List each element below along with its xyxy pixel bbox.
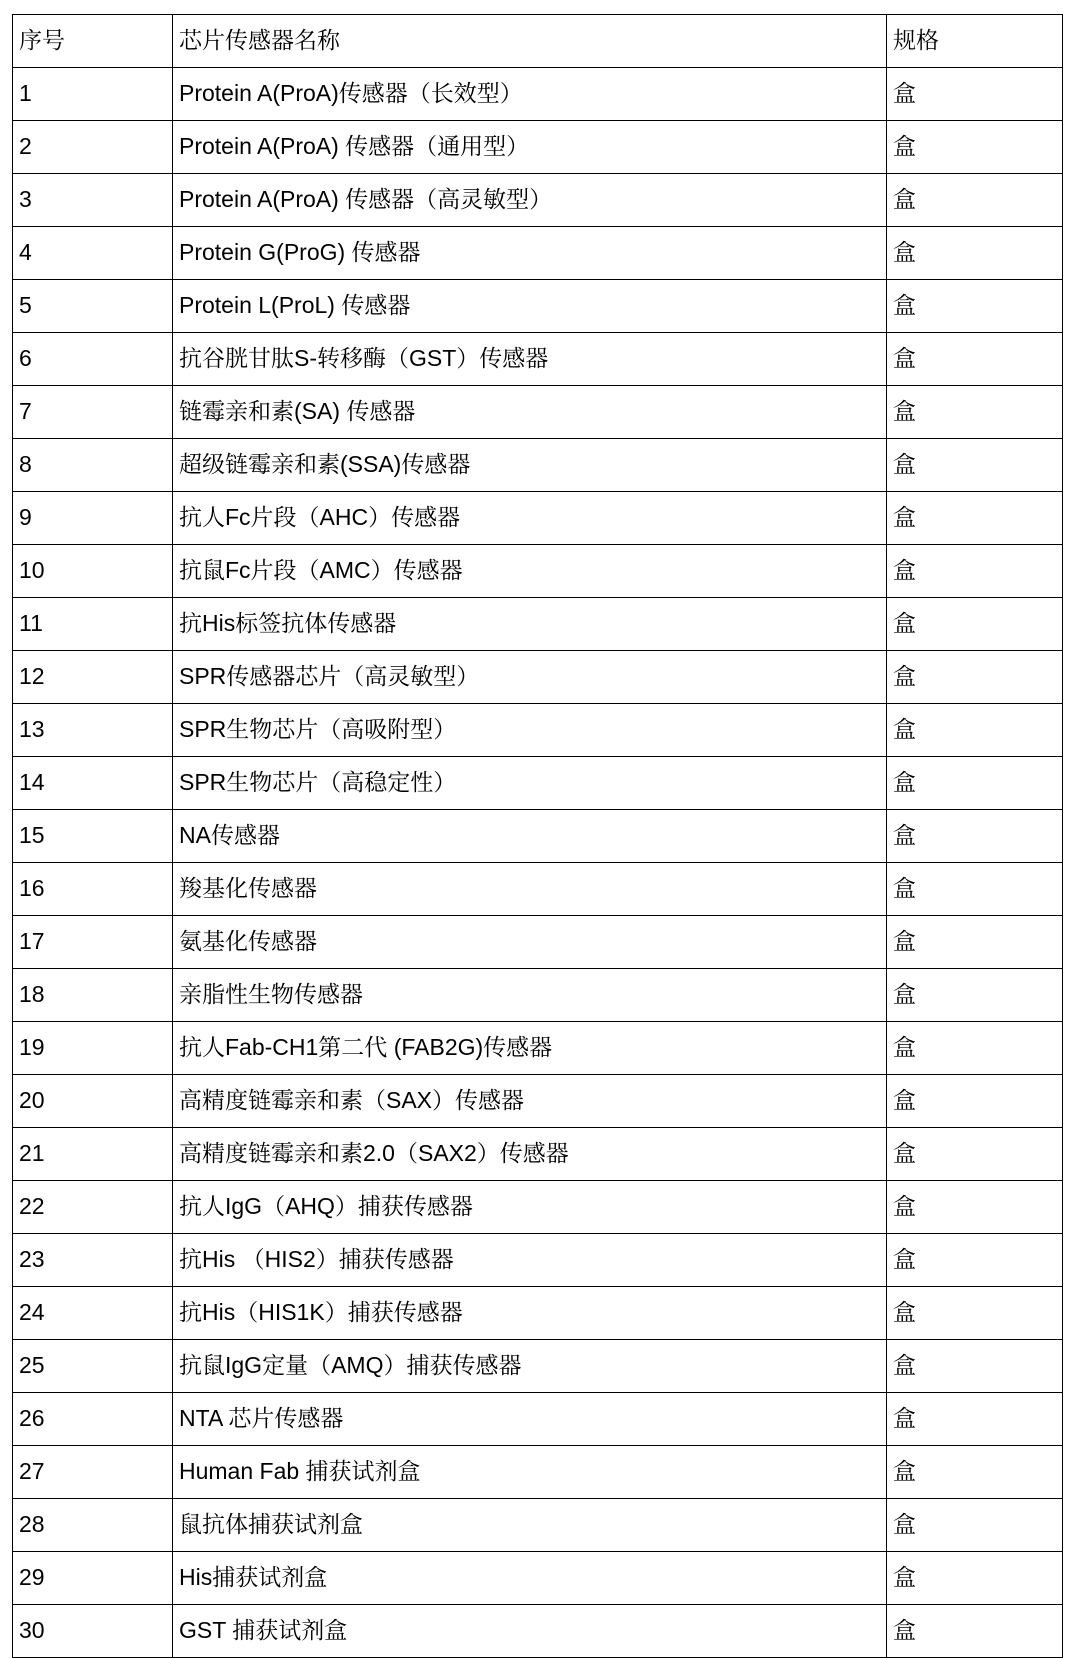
table-row: [13, 969, 1063, 1022]
sensor-list-table: [12, 14, 1063, 1658]
header-index: 序号: [13, 15, 173, 68]
cell-index: 28: [13, 1499, 173, 1552]
header-spec: 规格: [887, 15, 1063, 68]
cell-spec: 盒: [887, 704, 1063, 757]
table-row: [13, 863, 1063, 916]
table-row: [13, 492, 1063, 545]
cell-spec: 盒: [887, 280, 1063, 333]
table-body: [13, 15, 1063, 1658]
cell-spec: 盒: [887, 1499, 1063, 1552]
cell-spec: 盒: [887, 174, 1063, 227]
cell-index: 11: [13, 598, 173, 651]
cell-sensor-name: 抗人IgG（AHQ）捕获传感器: [173, 1181, 887, 1234]
cell-index: 22: [13, 1181, 173, 1234]
table-row: [13, 1234, 1063, 1287]
table-row: [13, 598, 1063, 651]
cell-spec: 盒: [887, 1605, 1063, 1658]
table-row: [13, 810, 1063, 863]
cell-sensor-name: His捕获试剂盒: [173, 1552, 887, 1605]
cell-sensor-name: SPR生物芯片（高稳定性）: [173, 757, 887, 810]
cell-sensor-name: 羧基化传感器: [173, 863, 887, 916]
cell-sensor-name: 氨基化传感器: [173, 916, 887, 969]
cell-sensor-name: 高精度链霉亲和素（SAX）传感器: [173, 1075, 887, 1128]
cell-sensor-name: 鼠抗体捕获试剂盒: [173, 1499, 887, 1552]
cell-spec: 盒: [887, 1181, 1063, 1234]
table-row: [13, 1393, 1063, 1446]
cell-spec: 盒: [887, 545, 1063, 598]
cell-spec: 盒: [887, 651, 1063, 704]
cell-spec: 盒: [887, 1446, 1063, 1499]
cell-sensor-name: Protein L(ProL) 传感器: [173, 280, 887, 333]
cell-spec: 盒: [887, 863, 1063, 916]
table-row: [13, 280, 1063, 333]
cell-sensor-name: 抗His标签抗体传感器: [173, 598, 887, 651]
cell-spec: 盒: [887, 1393, 1063, 1446]
cell-index: 15: [13, 810, 173, 863]
table-row: [13, 1075, 1063, 1128]
cell-sensor-name: Protein A(ProA) 传感器（通用型）: [173, 121, 887, 174]
cell-sensor-name: SPR传感器芯片（高灵敏型）: [173, 651, 887, 704]
cell-spec: 盒: [887, 1075, 1063, 1128]
cell-index: 30: [13, 1605, 173, 1658]
cell-spec: 盒: [887, 492, 1063, 545]
cell-index: 17: [13, 916, 173, 969]
table-row: [13, 386, 1063, 439]
cell-index: 29: [13, 1552, 173, 1605]
cell-index: 8: [13, 439, 173, 492]
cell-spec: 盒: [887, 598, 1063, 651]
table-row: [13, 68, 1063, 121]
cell-sensor-name: 链霉亲和素(SA) 传感器: [173, 386, 887, 439]
cell-sensor-name: 抗人Fc片段（AHC）传感器: [173, 492, 887, 545]
cell-index: 7: [13, 386, 173, 439]
cell-index: 23: [13, 1234, 173, 1287]
cell-spec: 盒: [887, 333, 1063, 386]
cell-sensor-name: Human Fab 捕获试剂盒: [173, 1446, 887, 1499]
cell-index: 27: [13, 1446, 173, 1499]
cell-spec: 盒: [887, 1234, 1063, 1287]
cell-spec: 盒: [887, 757, 1063, 810]
cell-spec: 盒: [887, 1022, 1063, 1075]
cell-spec: 盒: [887, 121, 1063, 174]
table-row: [13, 1605, 1063, 1658]
cell-index: 13: [13, 704, 173, 757]
cell-sensor-name: 抗谷胱甘肽S-转移酶（GST）传感器: [173, 333, 887, 386]
cell-spec: 盒: [887, 386, 1063, 439]
table-row: [13, 439, 1063, 492]
cell-spec: 盒: [887, 969, 1063, 1022]
cell-sensor-name: 抗人Fab-CH1第二代 (FAB2G)传感器: [173, 1022, 887, 1075]
cell-spec: 盒: [887, 1128, 1063, 1181]
cell-index: 18: [13, 969, 173, 1022]
cell-sensor-name: Protein A(ProA) 传感器（高灵敏型）: [173, 174, 887, 227]
cell-spec: 盒: [887, 810, 1063, 863]
table-row: [13, 1022, 1063, 1075]
cell-index: 24: [13, 1287, 173, 1340]
cell-index: 12: [13, 651, 173, 704]
header-name: 芯片传感器名称: [173, 15, 887, 68]
cell-index: 19: [13, 1022, 173, 1075]
table-row: [13, 1128, 1063, 1181]
cell-spec: 盒: [887, 68, 1063, 121]
cell-sensor-name: 抗His （HIS2）捕获传感器: [173, 1234, 887, 1287]
table-row: [13, 1552, 1063, 1605]
table-row: [13, 1446, 1063, 1499]
cell-index: 3: [13, 174, 173, 227]
cell-spec: 盒: [887, 1340, 1063, 1393]
table-row: [13, 757, 1063, 810]
cell-spec: 盒: [887, 227, 1063, 280]
table-row: [13, 916, 1063, 969]
cell-sensor-name: 超级链霉亲和素(SSA)传感器: [173, 439, 887, 492]
cell-index: 5: [13, 280, 173, 333]
table-row: [13, 1287, 1063, 1340]
cell-spec: 盒: [887, 1287, 1063, 1340]
cell-index: 14: [13, 757, 173, 810]
cell-index: 21: [13, 1128, 173, 1181]
cell-index: 16: [13, 863, 173, 916]
cell-spec: 盒: [887, 1552, 1063, 1605]
cell-sensor-name: 高精度链霉亲和素2.0（SAX2）传感器: [173, 1128, 887, 1181]
cell-index: 2: [13, 121, 173, 174]
cell-sensor-name: 亲脂性生物传感器: [173, 969, 887, 1022]
cell-index: 4: [13, 227, 173, 280]
cell-sensor-name: 抗His（HIS1K）捕获传感器: [173, 1287, 887, 1340]
table-row: [13, 174, 1063, 227]
cell-sensor-name: NA传感器: [173, 810, 887, 863]
cell-index: 25: [13, 1340, 173, 1393]
table-row: [13, 545, 1063, 598]
cell-sensor-name: Protein A(ProA)传感器（长效型）: [173, 68, 887, 121]
cell-sensor-name: SPR生物芯片（高吸附型）: [173, 704, 887, 757]
cell-sensor-name: 抗鼠Fc片段（AMC）传感器: [173, 545, 887, 598]
cell-index: 20: [13, 1075, 173, 1128]
table-row: [13, 1181, 1063, 1234]
cell-sensor-name: NTA 芯片传感器: [173, 1393, 887, 1446]
cell-spec: 盒: [887, 916, 1063, 969]
cell-sensor-name: GST 捕获试剂盒: [173, 1605, 887, 1658]
table-row: [13, 227, 1063, 280]
cell-sensor-name: 抗鼠IgG定量（AMQ）捕获传感器: [173, 1340, 887, 1393]
cell-index: 10: [13, 545, 173, 598]
cell-spec: 盒: [887, 439, 1063, 492]
table-row: [13, 121, 1063, 174]
table-row: [13, 651, 1063, 704]
table-header-row: [13, 15, 1063, 68]
table-row: [13, 333, 1063, 386]
table-row: [13, 704, 1063, 757]
cell-index: 9: [13, 492, 173, 545]
cell-index: 6: [13, 333, 173, 386]
table-row: [13, 1499, 1063, 1552]
cell-sensor-name: Protein G(ProG) 传感器: [173, 227, 887, 280]
cell-index: 1: [13, 68, 173, 121]
table-row: [13, 1340, 1063, 1393]
cell-index: 26: [13, 1393, 173, 1446]
